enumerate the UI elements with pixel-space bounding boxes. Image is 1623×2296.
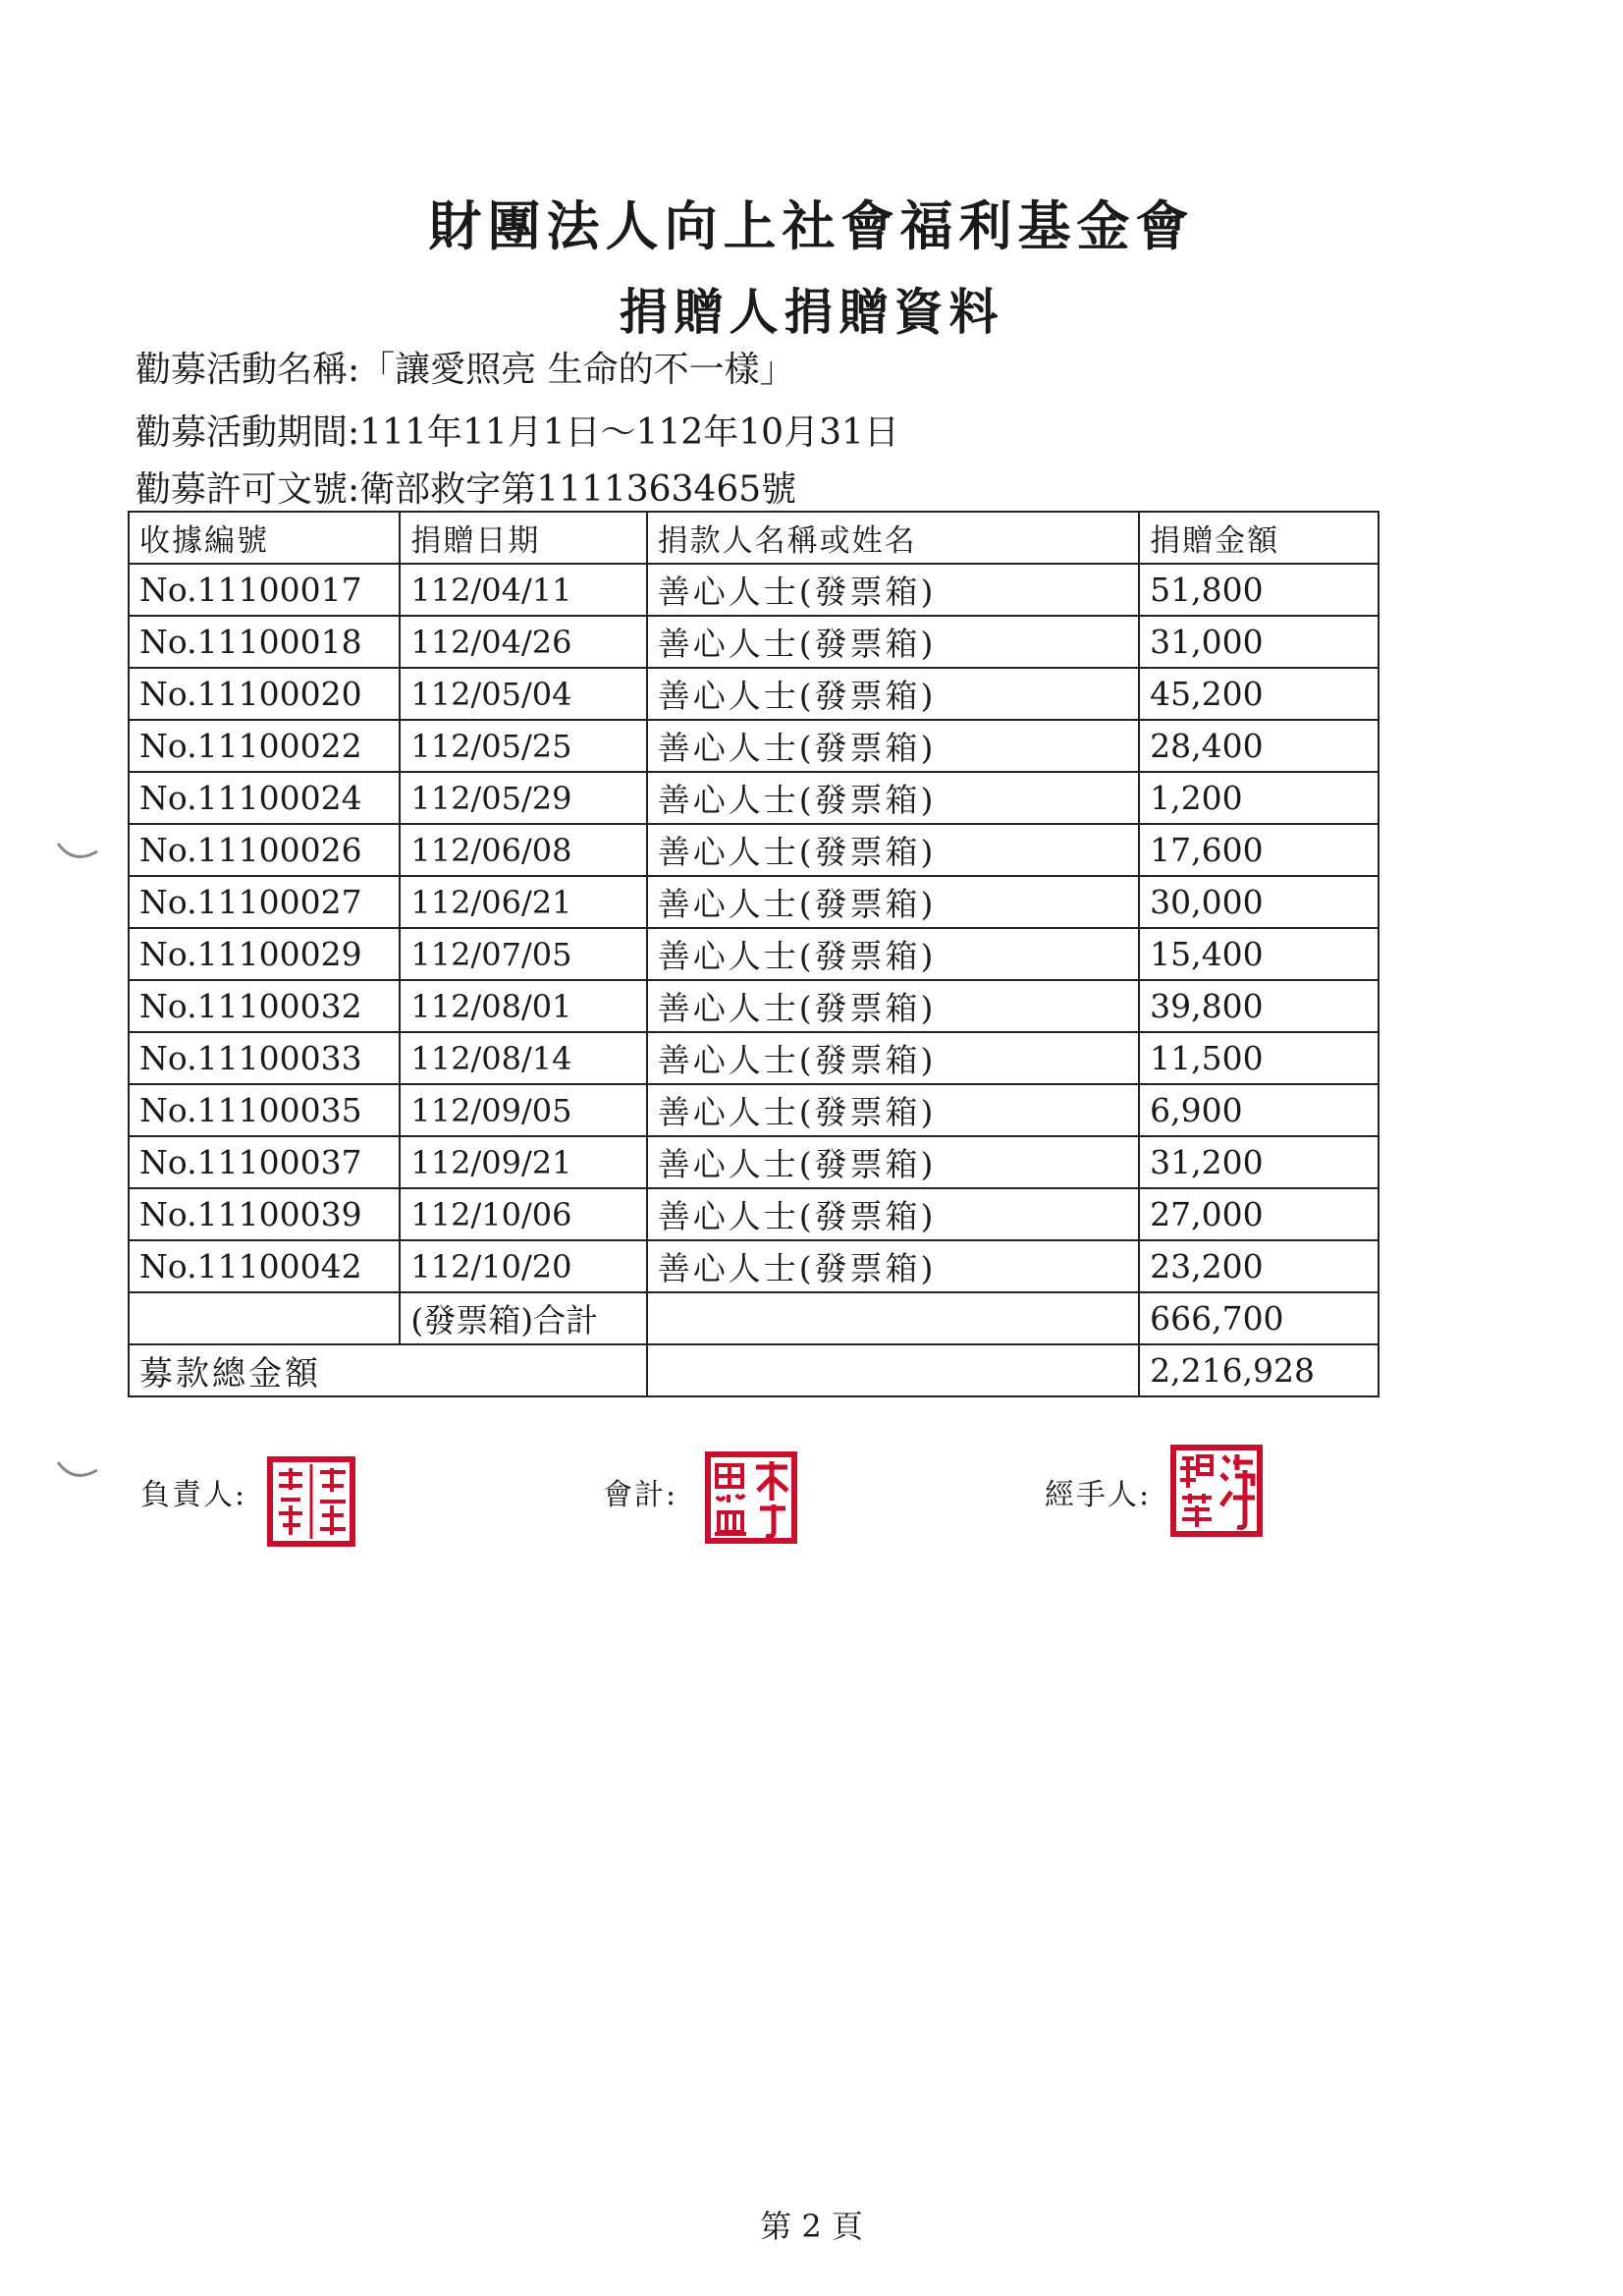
table-row <box>129 824 1379 876</box>
donor-name-cell: 善心人士(發票箱) <box>647 720 1139 772</box>
donor-name-cell: 善心人士(發票箱) <box>647 1032 1139 1084</box>
donor-name-cell: 善心人士(發票箱) <box>647 668 1139 720</box>
donor-name-cell: 善心人士(發票箱) <box>647 980 1139 1032</box>
table-header-row <box>129 512 1379 564</box>
subtotal-empty-cell <box>129 1292 400 1344</box>
table-row <box>129 1240 1379 1292</box>
header-receipt-number: 收據編號 <box>129 512 400 564</box>
donation-date-cell: 112/09/21 <box>400 1136 646 1188</box>
donor-name-cell: 善心人士(發票箱) <box>647 1136 1139 1188</box>
campaign-name: 勸募活動名稱:「讓愛照亮 生命的不一樣」 <box>135 350 795 390</box>
donor-name-cell: 善心人士(發票箱) <box>647 928 1139 980</box>
receipt-number-cell: No.11100039 <box>129 1188 400 1240</box>
donation-amount-cell: 23,200 <box>1139 1240 1379 1292</box>
subtotal-label: (發票箱)合計 <box>400 1292 646 1344</box>
receipt-number-cell: No.11100020 <box>129 668 400 720</box>
donation-date-cell: 112/04/26 <box>400 616 646 668</box>
receipt-number-cell: No.11100018 <box>129 616 400 668</box>
grand-total-empty-cell <box>647 1344 1139 1396</box>
handler-label: 經手人: <box>1045 1478 1152 1512</box>
donor-name-cell: 善心人士(發票箱) <box>647 1188 1139 1240</box>
campaign-permit-number: 勸募許可文號:衛部救字第1111363465號 <box>135 469 797 510</box>
donation-date-cell: 112/10/20 <box>400 1240 646 1292</box>
table-row <box>129 980 1379 1032</box>
accountant-label: 會計: <box>603 1478 678 1512</box>
accountant-seal <box>705 1451 797 1544</box>
receipt-number-cell: No.11100033 <box>129 1032 400 1084</box>
donation-amount-cell: 31,000 <box>1139 616 1379 668</box>
responsible-person-seal <box>267 1456 355 1547</box>
grand-total-row <box>129 1344 1379 1396</box>
table-row <box>129 720 1379 772</box>
donation-date-cell: 112/09/05 <box>400 1084 646 1136</box>
donation-amount-cell: 6,900 <box>1139 1084 1379 1136</box>
donation-date-cell: 112/06/21 <box>400 876 646 928</box>
header-donation-date: 捐贈日期 <box>400 512 646 564</box>
donor-name-cell: 善心人士(發票箱) <box>647 824 1139 876</box>
receipt-number-cell: No.11100017 <box>129 564 400 616</box>
table-row <box>129 668 1379 720</box>
donation-amount-cell: 17,600 <box>1139 824 1379 876</box>
donation-date-cell: 112/08/14 <box>400 1032 646 1084</box>
header-donation-amount: 捐贈金額 <box>1139 512 1379 564</box>
donor-name-cell: 善心人士(發票箱) <box>647 616 1139 668</box>
donation-date-cell: 112/05/04 <box>400 668 646 720</box>
table-row <box>129 1136 1379 1188</box>
table-row <box>129 616 1379 668</box>
donation-date-cell: 112/05/25 <box>400 720 646 772</box>
donation-amount-cell: 15,400 <box>1139 928 1379 980</box>
table-row <box>129 564 1379 616</box>
subtotal-amount: 666,700 <box>1139 1292 1379 1344</box>
donor-name-cell: 善心人士(發票箱) <box>647 876 1139 928</box>
table-row <box>129 1188 1379 1240</box>
donor-name-cell: 善心人士(發票箱) <box>647 1240 1139 1292</box>
donation-date-cell: 112/07/05 <box>400 928 646 980</box>
subtotal-row <box>129 1292 1379 1344</box>
receipt-number-cell: No.11100037 <box>129 1136 400 1188</box>
donation-amount-cell: 31,200 <box>1139 1136 1379 1188</box>
donor-name-cell: 善心人士(發票箱) <box>647 1084 1139 1136</box>
donation-date-cell: 112/06/08 <box>400 824 646 876</box>
donation-date-cell: 112/10/06 <box>400 1188 646 1240</box>
receipt-number-cell: No.11100042 <box>129 1240 400 1292</box>
donation-date-cell: 112/08/01 <box>400 980 646 1032</box>
donation-amount-cell: 11,500 <box>1139 1032 1379 1084</box>
header-donor-name: 捐款人名稱或姓名 <box>647 512 1139 564</box>
handler-seal <box>1170 1445 1263 1537</box>
grand-total-amount: 2,216,928 <box>1139 1344 1379 1396</box>
table-row <box>129 772 1379 824</box>
receipt-number-cell: No.11100035 <box>129 1084 400 1136</box>
donor-name-cell: 善心人士(發票箱) <box>647 772 1139 824</box>
donation-amount-cell: 51,800 <box>1139 564 1379 616</box>
receipt-number-cell: No.11100024 <box>129 772 400 824</box>
donation-date-cell: 112/05/29 <box>400 772 646 824</box>
donation-date-cell: 112/04/11 <box>400 564 646 616</box>
organization-name: 財團法人向上社會福利基金會 <box>428 194 1195 257</box>
donation-amount-cell: 1,200 <box>1139 772 1379 824</box>
donation-table <box>128 511 1380 1397</box>
donor-name-cell: 善心人士(發票箱) <box>647 564 1139 616</box>
receipt-number-cell: No.11100026 <box>129 824 400 876</box>
receipt-number-cell: No.11100027 <box>129 876 400 928</box>
table-row <box>129 1084 1379 1136</box>
document-title: 捐贈人捐贈資料 <box>619 283 1004 341</box>
table-row <box>129 928 1379 980</box>
table-row <box>129 1032 1379 1084</box>
donation-amount-cell: 39,800 <box>1139 980 1379 1032</box>
donation-amount-cell: 30,000 <box>1139 876 1379 928</box>
campaign-period: 勸募活動期間:111年11月1日～112年10月31日 <box>135 412 899 453</box>
receipt-number-cell: No.11100032 <box>129 980 400 1032</box>
responsible-person-label: 負責人: <box>140 1478 247 1512</box>
receipt-number-cell: No.11100022 <box>129 720 400 772</box>
subtotal-empty-cell <box>647 1292 1139 1344</box>
donation-amount-cell: 45,200 <box>1139 668 1379 720</box>
donation-amount-cell: 27,000 <box>1139 1188 1379 1240</box>
page-number: 第 2 頁 <box>760 2208 863 2245</box>
donation-rows <box>129 564 1379 1292</box>
punch-hole-mark-icon <box>54 1458 99 1482</box>
receipt-number-cell: No.11100029 <box>129 928 400 980</box>
donation-amount-cell: 28,400 <box>1139 720 1379 772</box>
grand-total-label: 募款總金額 <box>129 1344 647 1396</box>
punch-hole-mark-icon <box>54 840 99 863</box>
table-row <box>129 876 1379 928</box>
